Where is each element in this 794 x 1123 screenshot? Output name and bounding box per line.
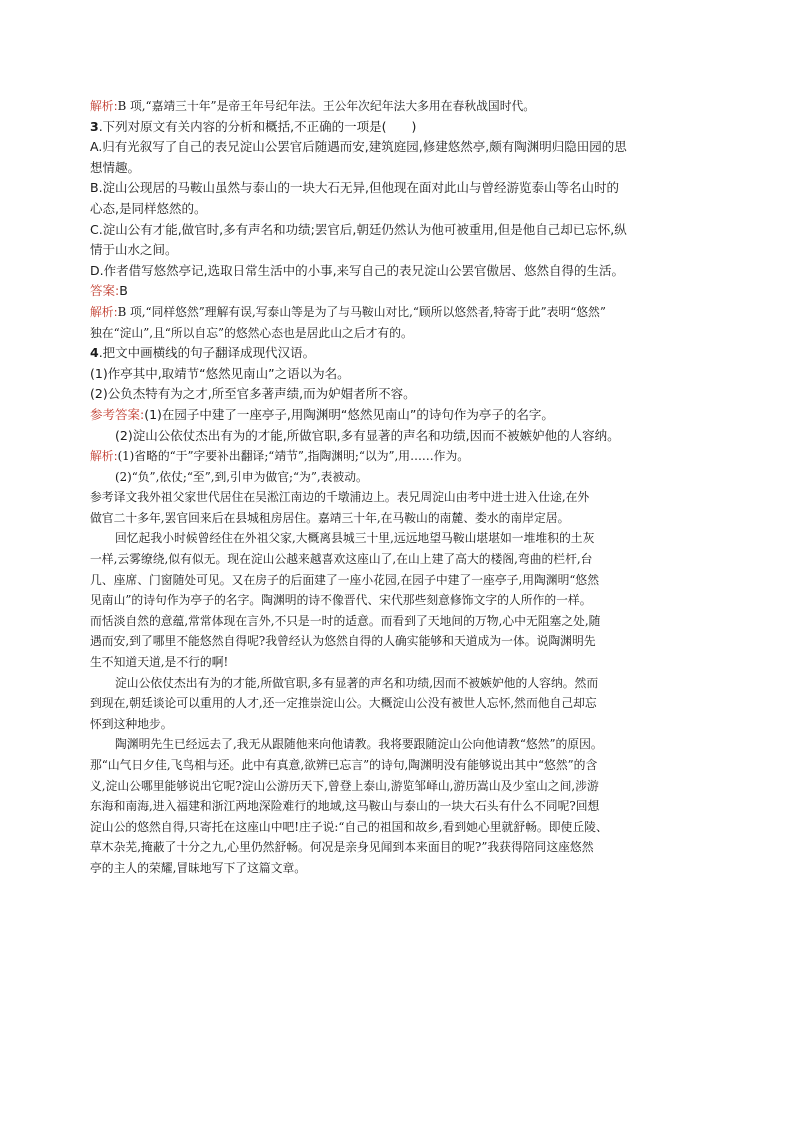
line-text: .下列对原文有关内容的分析和概括,不正确的一项是( ) <box>98 118 417 134</box>
text-line <box>90 631 710 652</box>
line-text: (2)“负”,依仗;“至”,到,引申为做官;“为”,表被动。 <box>115 469 368 484</box>
text-line <box>90 137 710 158</box>
text-line <box>90 528 710 549</box>
line-text: 而恬淡自然的意蕴,常常体现在言外,不只是一时的适意。而看到了天地间的万物,心中无阻塞之处,随 <box>90 613 601 628</box>
text-line <box>90 364 710 385</box>
text-line <box>90 508 710 529</box>
line-text: (1)省略的“于”字要补出翻译;“靖节”,指陶渊明;“以为”,用……作为。 <box>117 449 470 464</box>
answer-tag: 答案: <box>90 283 120 299</box>
text-line <box>90 590 710 611</box>
text-line <box>90 549 710 570</box>
line-text: .把文中画横线的句子翻译成现代汉语。 <box>98 345 316 361</box>
text-line <box>90 323 710 344</box>
line-text: 独在“淀山”,且“所以自忘”的悠然心态也是居此山之后才有的。 <box>90 325 413 340</box>
text-line <box>90 343 710 364</box>
line-text: B.淀山公现居的马鞍山虽然与泰山的一块大石无异,但他现在面对此山与曾经游览泰山等名山时的 <box>90 180 620 196</box>
line-text: 想情趣。 <box>90 159 141 175</box>
line-text: 情于山水之间。 <box>90 242 178 258</box>
line-text: 怀到这种地步。 <box>90 716 173 731</box>
text-line <box>90 734 710 755</box>
text-line <box>90 178 710 199</box>
line-text: C.淀山公有才能,做官时,多有声名和功绩;罢官后,朝廷仍然认为他可被重用,但是他自己却已忘怀,纵 <box>90 221 627 237</box>
text-line <box>90 96 710 117</box>
text-line <box>90 487 710 508</box>
text-line <box>90 302 710 323</box>
text-line <box>90 158 710 179</box>
text-line <box>90 755 710 776</box>
question-number: 4 <box>90 345 99 361</box>
line-text: D.作者借写悠然亭记,选取日常生活中的小事,来写自己的表兄淀山公罢官傲居、悠然自得的生活。 <box>90 262 625 278</box>
line-text: 到现在,朝廷谈论可以重用的人才,还一定推崇淀山公。大概淀山公没有被世人忘怀,然而他自己却忘 <box>90 696 597 711</box>
line-text: 东海和南海,进入福建和浙江两地深险难行的地域,这马鞍山与泰山的一块大石头有什么不同呢?回想 <box>90 799 600 814</box>
text-line <box>90 261 710 282</box>
text-line <box>90 817 710 838</box>
answer-tag: 解析: <box>90 449 118 464</box>
line-text: (1)在园子中建了一座亭子,用陶渊明“悠然见南山”的诗句作为亭子的名字。 <box>144 406 554 422</box>
line-text: 几、座席、门窗随处可见。又在房子的后面建了一座小花园,在园子中建了一座亭子,用陶渊明“悠然 <box>90 572 600 587</box>
text-line <box>90 570 710 591</box>
line-text: 见南山”的诗句作为亭子的名字。陶渊明的诗不像晋代、宋代那些刻意修饰文字的人所作的一样。 <box>90 593 592 608</box>
text-line <box>90 673 710 694</box>
text-line <box>90 220 710 241</box>
document-page <box>90 96 710 879</box>
line-text: 回忆起我小时候曾经住在外祖父家,大概离县城三十里,远远地望马鞍山堪堪如一堆堆积的土灰 <box>115 531 595 546</box>
line-text: (1)作亭其中,取靖节“悠然见南山”之语以为名。 <box>90 365 350 381</box>
line-text: 生不知道天道,是不行的啊! <box>90 655 229 670</box>
text-line <box>90 199 710 220</box>
text-line <box>90 446 710 467</box>
text-line <box>90 611 710 632</box>
answer-tag: 解析: <box>90 99 118 113</box>
text-line <box>90 837 710 858</box>
line-text: B 项,“同样悠然”理解有误,写泰山等是为了与马鞍山对比,“顾所以悠然者,特寄于此”表明“悠然” <box>117 304 606 319</box>
line-text: 那“山气日夕佳,飞鸟相与还。此中有真意,欲辨已忘言”的诗句,陶渊明没有能够说出其中“悠然”的含 <box>90 758 598 772</box>
line-text: A.归有光叙写了自己的表兄淀山公罢官后随遇而安,建筑庭园,修建悠然亭,颇有陶渊明归隐田园的思 <box>90 139 627 155</box>
line-text: 参考译文我外祖父家世代居住在吴淞江南边的千墩浦边上。表兄周淀山由考中进士进入仕途,在外 <box>90 490 590 505</box>
text-line <box>90 467 710 488</box>
text-line <box>90 714 710 735</box>
line-text: 遇而安,到了哪里不能悠然自得呢?我曾经认为悠然自得的人确实能够和天道成为一体。说陶渊明先 <box>90 634 596 649</box>
line-text: 淀山公的悠然自得,只寄托在这座山中吧!庄子说:“自己的祖国和故乡,看到她心里就舒畅。即使丘陵、 <box>90 819 608 834</box>
text-line <box>90 405 710 426</box>
text-line <box>90 240 710 261</box>
line-text: 义,淀山公哪里能够说出它呢?淀山公游历天下,曾登上泰山,游览邹峄山,游历嵩山及少室山之间,涉游 <box>90 778 599 793</box>
line-text: 一样,云雾缭绕,似有似无。现在淀山公越来越喜欢这座山了,在山上建了高大的楼阁,弯曲的栏杆,台 <box>90 552 593 567</box>
text-line <box>90 384 710 405</box>
answer-tag: 参考答案: <box>90 406 145 422</box>
line-text: 淀山公依仗杰出有为的才能,所做官职,多有显著的声名和功绩,因而不被嫉妒他的人容纳。然而 <box>115 675 599 690</box>
line-text: (2)公负杰特有为之才,所至官多著声绩,而为妒媢者所不容。 <box>90 386 416 402</box>
line-text: (2)淀山公依仗杰出有为的才能,所做官职,多有显著的声名和功绩,因而不被嫉妒他的人容纳。 <box>115 427 620 443</box>
text-line <box>90 426 710 447</box>
text-line <box>90 776 710 797</box>
line-text: 草木杂芜,掩蔽了十分之九,心里仍然舒畅。何况是亲身见闻到本来面目的呢?”我获得陪同这座悠然 <box>90 840 594 855</box>
answer-tag: 解析: <box>90 304 118 319</box>
question-number: 3 <box>90 118 99 134</box>
line-text: 陶渊明先生已经远去了,我无从跟随他来向他请教。我将要跟随淀山公向他请教“悠然”的原因。 <box>115 737 603 752</box>
text-line <box>90 281 710 302</box>
text-line <box>90 693 710 714</box>
text-line <box>90 858 710 879</box>
line-text: 亭的主人的荣耀,冒昧地写下了这篇文章。 <box>90 860 307 875</box>
text-line <box>90 652 710 673</box>
line-text: B 项,“嘉靖三十年”是帝王年号纪年法。王公年次纪年法大多用在春秋战国时代。 <box>117 99 536 113</box>
line-text: 做官二十多年,罢官回来后在县城租房居住。嘉靖三十年,在马鞍山的南麓、娄水的南岸定居。 <box>90 510 570 525</box>
text-line <box>90 796 710 817</box>
line-text: B <box>119 283 128 299</box>
line-text: 心态,是同样悠然的。 <box>90 200 207 216</box>
text-line <box>90 117 710 138</box>
